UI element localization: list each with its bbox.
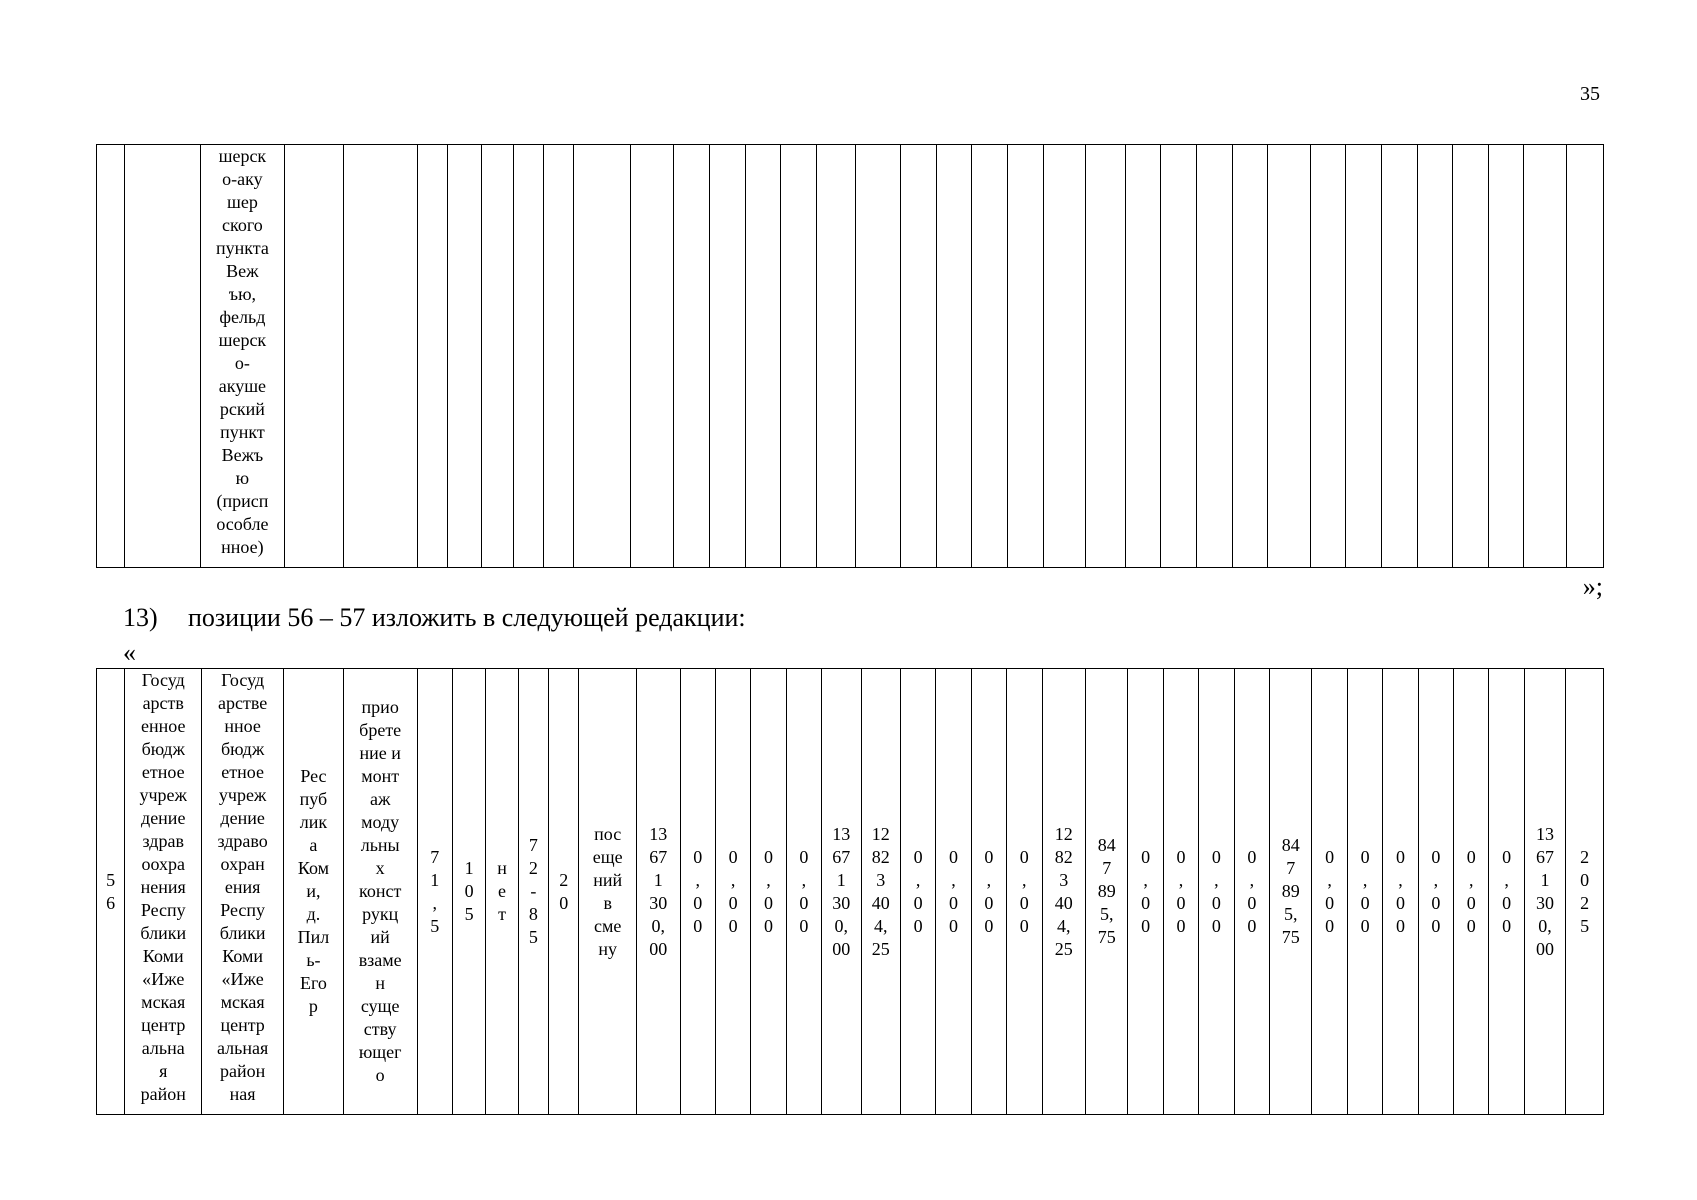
cell bbox=[1488, 145, 1524, 568]
position-number-cell: 5 6 bbox=[97, 669, 125, 1115]
closing-quote: »; bbox=[1582, 572, 1603, 601]
amount-cell: 0 , 0 0 bbox=[1312, 669, 1347, 1115]
cell bbox=[856, 145, 901, 568]
cell bbox=[936, 145, 972, 568]
amount-cell: 13 67 1 30 0, 00 bbox=[822, 669, 861, 1115]
cell bbox=[573, 145, 630, 568]
data-cell: н е т bbox=[486, 669, 518, 1115]
cell bbox=[1310, 145, 1346, 568]
amount-cell: 0 , 0 0 bbox=[751, 669, 786, 1115]
cell bbox=[901, 145, 937, 568]
table-row bbox=[97, 669, 1604, 1115]
amount-cell: 13 67 1 30 0, 00 bbox=[1524, 669, 1565, 1115]
cell bbox=[972, 145, 1008, 568]
amount-cell: 84 7 89 5, 75 bbox=[1270, 669, 1312, 1115]
cell bbox=[1524, 145, 1567, 568]
cell bbox=[97, 145, 125, 568]
amount-cell: 0 , 0 0 bbox=[786, 669, 821, 1115]
amount-cell: 0 , 0 0 bbox=[680, 669, 715, 1115]
data-cell: 1 0 5 bbox=[452, 669, 485, 1115]
recipient-cell: Госуд арств енное бюдж етное учреж дение здрав оохра нения Респу блики Коми «Иже мская центр альна я район bbox=[125, 669, 202, 1115]
cell bbox=[1382, 145, 1418, 568]
cell bbox=[1007, 145, 1043, 568]
continuation-row bbox=[97, 145, 1604, 568]
year-cell: 2 0 2 5 bbox=[1566, 669, 1604, 1115]
customer-cell: Госуд арстве нное бюдж етное учреж дение здраво охран ения Респу блики Коми «Иже мская центр альная район ная bbox=[202, 669, 284, 1115]
object-description-cell: прио брете ние и монт аж моду льны х конст рукц ий взаме н суще ству ющег о bbox=[343, 669, 417, 1115]
cell bbox=[1086, 145, 1126, 568]
data-cell: 2 0 bbox=[549, 669, 579, 1115]
amount-cell: 12 82 3 40 4, 25 bbox=[1042, 669, 1085, 1115]
amount-cell: 0 , 0 0 bbox=[1163, 669, 1198, 1115]
amount-cell: 0 , 0 0 bbox=[1489, 669, 1524, 1115]
cell bbox=[1567, 145, 1604, 568]
amount-cell: 0 , 0 0 bbox=[1347, 669, 1382, 1115]
cell bbox=[1417, 145, 1453, 568]
cell bbox=[1043, 145, 1086, 568]
cell bbox=[513, 145, 544, 568]
cell bbox=[674, 145, 710, 568]
cell bbox=[781, 145, 817, 568]
continuation-table bbox=[96, 144, 1604, 568]
amount-cell: 0 , 0 0 bbox=[1199, 669, 1234, 1115]
data-cell: 7 1 , 5 bbox=[417, 669, 452, 1115]
amount-cell: 0 , 0 0 bbox=[900, 669, 935, 1115]
amount-cell: 13 67 1 30 0, 00 bbox=[637, 669, 680, 1115]
cell bbox=[710, 145, 746, 568]
amount-cell: 84 7 89 5, 75 bbox=[1085, 669, 1127, 1115]
cell bbox=[1268, 145, 1311, 568]
cell bbox=[1346, 145, 1382, 568]
cell bbox=[344, 145, 418, 568]
cell bbox=[447, 145, 482, 568]
position-56-table bbox=[96, 668, 1604, 1115]
cell bbox=[630, 145, 674, 568]
amount-cell: 0 , 0 0 bbox=[1454, 669, 1489, 1115]
amount-cell: 0 , 0 0 bbox=[971, 669, 1006, 1115]
cell bbox=[1125, 145, 1161, 568]
amount-cell: 12 82 3 40 4, 25 bbox=[861, 669, 900, 1115]
cell bbox=[418, 145, 447, 568]
cell bbox=[1161, 145, 1197, 568]
page-number: 35 bbox=[1580, 83, 1600, 105]
item-number: 13) bbox=[123, 603, 158, 632]
amount-cell: 0 , 0 0 bbox=[1128, 669, 1163, 1115]
cell bbox=[285, 145, 344, 568]
amount-cell: 0 , 0 0 bbox=[936, 669, 971, 1115]
cell bbox=[1232, 145, 1268, 568]
amount-cell: 0 , 0 0 bbox=[715, 669, 750, 1115]
cell bbox=[1197, 145, 1233, 568]
instruction-text: позиции 56 – 57 изложить в следующей редакции: bbox=[188, 603, 746, 632]
facility-name-cell: шерск о-аку шер ского пункта Веж ъю, фельд шерск о- акуше рский пункт Вежъ ю (присп особле нное) bbox=[200, 145, 284, 568]
amount-cell: 0 , 0 0 bbox=[1383, 669, 1418, 1115]
amount-cell: 0 , 0 0 bbox=[1418, 669, 1453, 1115]
data-cell: 7 2 - 8 5 bbox=[518, 669, 548, 1115]
cell bbox=[544, 145, 573, 568]
location-cell: Рес пуб лик а Ком и, д. Пил ь- Его р bbox=[284, 669, 344, 1115]
cell bbox=[816, 145, 856, 568]
cell bbox=[1453, 145, 1489, 568]
cell bbox=[482, 145, 514, 568]
cell bbox=[745, 145, 781, 568]
amendment-instruction bbox=[123, 602, 746, 634]
amount-cell: 0 , 0 0 bbox=[1007, 669, 1042, 1115]
capacity-unit-cell: пос еще ний в сме ну bbox=[579, 669, 637, 1115]
cell bbox=[125, 145, 200, 568]
amount-cell: 0 , 0 0 bbox=[1234, 669, 1269, 1115]
opening-quote: « bbox=[123, 638, 136, 667]
